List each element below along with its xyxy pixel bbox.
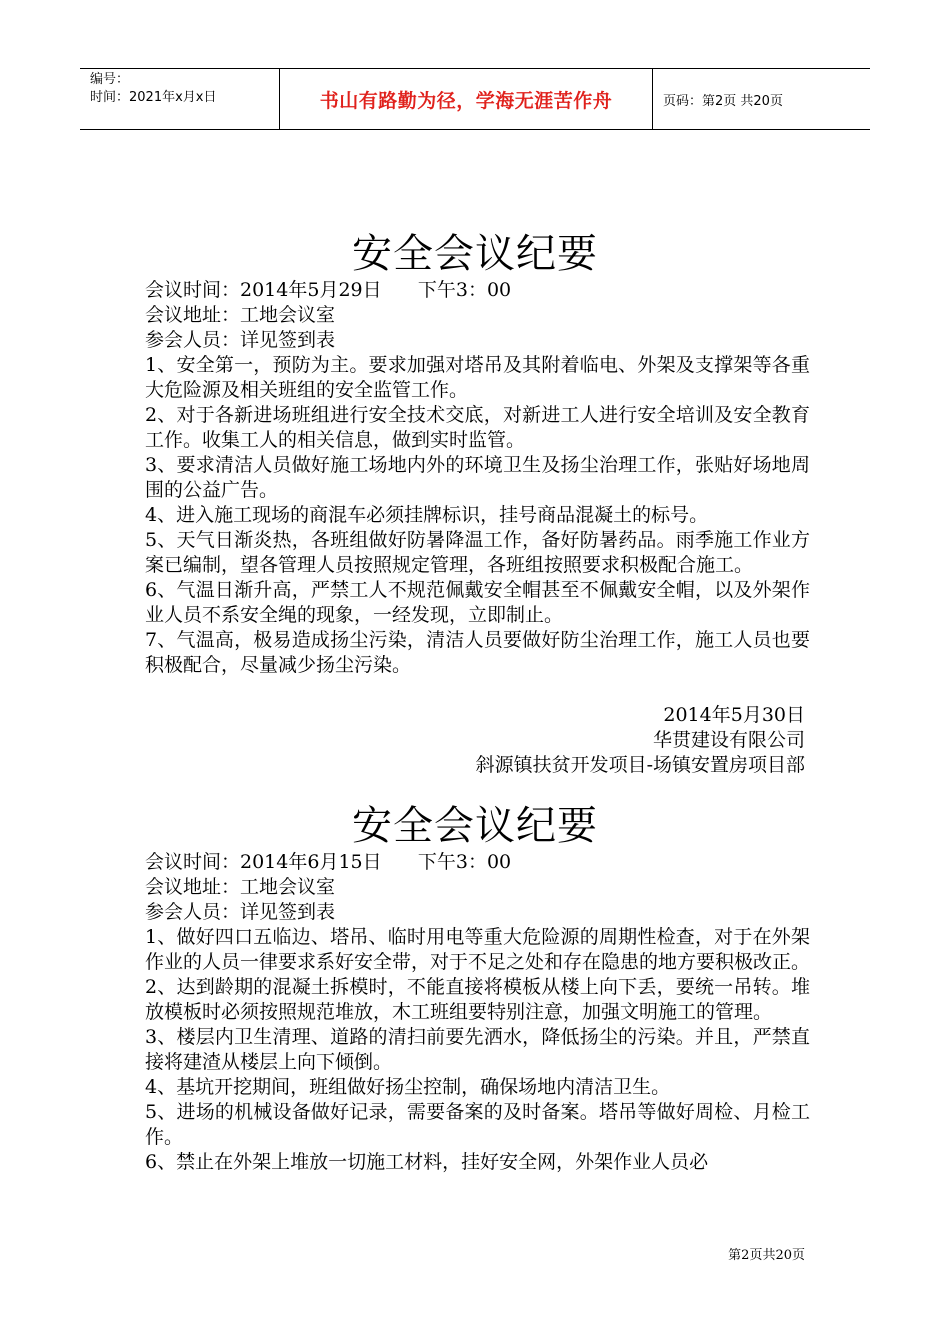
time-label: 时间：2021年x月x日 bbox=[90, 90, 217, 105]
meeting-place: 会议地址：工地会议室 bbox=[145, 876, 336, 898]
minutes-section-1 bbox=[0, 230, 950, 778]
minutes-item: 3、要求清洁人员做好施工场地内外的环境卫生及扬尘治理工作，张贴好场地周围的公益广告。 bbox=[145, 454, 810, 501]
minutes-item: 5、进场的机械设备做好记录，需要备案的及时备案。塔吊等做好周检、月检工作。 bbox=[145, 1101, 810, 1148]
motto-text: 书山有路勤为径，学海无涯苦作舟 bbox=[319, 89, 613, 112]
page-header bbox=[80, 68, 870, 130]
minutes-item: 6、禁止在外架上堆放一切施工材料，挂好安全网，外架作业人员必 bbox=[145, 1151, 709, 1173]
signature-company: 华贯建设有限公司 bbox=[652, 729, 805, 751]
minutes-section-2 bbox=[0, 802, 950, 1175]
number-label: 编号： bbox=[90, 72, 130, 87]
header-motto-cell bbox=[280, 69, 653, 129]
minutes-item: 1、安全第一，预防为主。要求加强对塔吊及其附着临电、外架及支撑架等各重大危险源及相关班组的安全监管工作。 bbox=[145, 354, 810, 401]
minutes-item: 6、气温日渐升高，严禁工人不规范佩戴安全帽甚至不佩戴安全帽，以及外架作业人员不系安全绳的现象，一经发现，立即制止。 bbox=[145, 579, 810, 626]
meeting-attendees: 参会人员：详见签到表 bbox=[145, 329, 336, 351]
page-footer: 第2页共20页 bbox=[728, 1248, 805, 1263]
minutes-item: 1、做好四口五临边、塔吊、临时用电等重大危险源的周期性检查，对于在外架作业的人员一律要求系好安全带，对于不足之处和存在隐患的地方要积极改正。 bbox=[145, 926, 811, 973]
meeting-attendees: 参会人员：详见签到表 bbox=[145, 901, 336, 923]
minutes-item: 5、天气日渐炎热，各班组做好防暑降温工作，备好防暑药品。雨季施工作业方案已编制，望各管理人员按照规定管理，各班组按照要求积极配合施工。 bbox=[145, 529, 810, 576]
minutes-item: 7、气温高，极易造成扬尘污染，清洁人员要做好防尘治理工作，施工人员也要积极配合，尽量减少扬尘污染。 bbox=[145, 629, 810, 676]
signature-date: 2014年5月30日 bbox=[663, 704, 805, 726]
section-title: 安全会议纪要 bbox=[352, 231, 598, 277]
meeting-place: 会议地址：工地会议室 bbox=[145, 304, 336, 326]
meeting-time: 会议时间：2014年5月29日 下午3：00 bbox=[145, 279, 512, 301]
minutes-item: 3、楼层内卫生清理、道路的清扫前要先洒水，降低扬尘的污染。并且，严禁直接将建渣从楼层上向下倾倒。 bbox=[145, 1026, 810, 1073]
minutes-item: 2、对于各新进场班组进行安全技术交底，对新进工人进行安全培训及安全教育工作。收集工人的相关信息，做到实时监管。 bbox=[145, 404, 810, 451]
minutes-item: 2、达到龄期的混凝土拆模时，不能直接将模板从楼上向下丢，要统一吊转。堆放模板时必须按照规范堆放，木工班组要特别注意，加强文明施工的管理。 bbox=[145, 976, 810, 1023]
minutes-item: 4、进入施工现场的商混车必须挂牌标识，挂号商品混凝土的标号。 bbox=[145, 504, 709, 526]
signature-department: 斜源镇扶贫开发项目-场镇安置房项目部 bbox=[475, 754, 805, 776]
header-page-cell bbox=[653, 69, 870, 129]
minutes-item: 4、基坑开挖期间，班组做好扬尘控制，确保场地内清洁卫生。 bbox=[145, 1076, 671, 1098]
page-label: 页码：第2页 共20页 bbox=[663, 93, 783, 109]
header-info-cell bbox=[80, 69, 280, 129]
section-title: 安全会议纪要 bbox=[352, 803, 598, 849]
meeting-time: 会议时间：2014年6月15日 下午3：00 bbox=[145, 851, 512, 873]
